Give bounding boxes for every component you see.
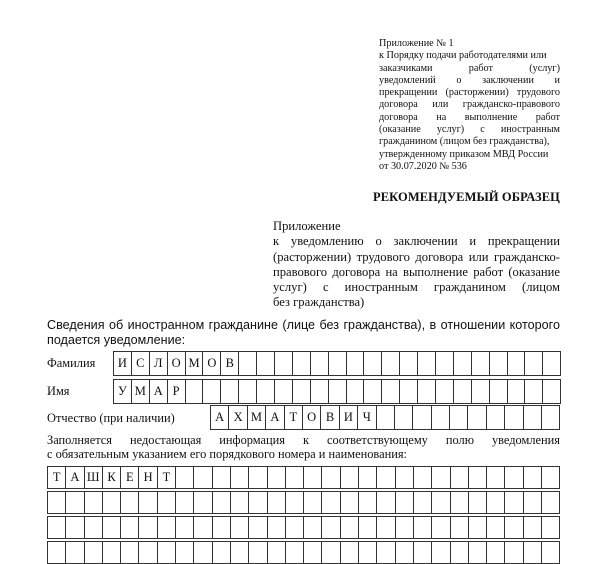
letter-cell[interactable] — [194, 467, 212, 489]
letter-cell[interactable]: Х — [229, 406, 247, 430]
letter-cell[interactable]: И — [114, 352, 132, 376]
letter-cell[interactable] — [341, 467, 359, 489]
letter-cell[interactable] — [359, 492, 377, 514]
letter-cell[interactable] — [186, 380, 204, 404]
letter-cell[interactable] — [213, 467, 231, 489]
letter-cell[interactable]: А — [66, 467, 84, 489]
letter-cell[interactable]: О — [303, 406, 321, 430]
letter-cell[interactable] — [176, 467, 194, 489]
letter-cell[interactable] — [400, 352, 418, 376]
letter-cell[interactable] — [505, 406, 523, 430]
appendix-note-line: от 30.07.2020 № 536 — [379, 160, 467, 172]
letter-cell[interactable] — [249, 467, 267, 489]
letter-cell[interactable] — [524, 542, 542, 564]
letter-cell[interactable] — [66, 492, 84, 514]
letter-cell[interactable] — [469, 467, 487, 489]
letter-cell[interactable] — [213, 517, 231, 539]
letter-cell[interactable] — [121, 492, 139, 514]
letter-cell[interactable] — [469, 492, 487, 514]
patronymic-label: Отчество (при наличии) — [47, 411, 175, 425]
letter-cell[interactable] — [275, 380, 293, 404]
letter-cell[interactable] — [293, 380, 311, 404]
letter-cell[interactable] — [432, 542, 450, 564]
letter-cell[interactable] — [432, 517, 450, 539]
letter-cell[interactable]: А — [266, 406, 284, 430]
letter-cell[interactable] — [304, 542, 322, 564]
letter-cell[interactable] — [139, 492, 157, 514]
letter-cell[interactable] — [400, 380, 418, 404]
letter-cell[interactable] — [382, 352, 400, 376]
letter-cell[interactable] — [487, 517, 505, 539]
letter-cell[interactable] — [451, 542, 469, 564]
letter-cell[interactable] — [304, 517, 322, 539]
letter-cell[interactable] — [239, 380, 257, 404]
letter-cell[interactable] — [505, 517, 523, 539]
letter-cell[interactable] — [396, 467, 414, 489]
letter-cell[interactable] — [194, 542, 212, 564]
letter-cell[interactable] — [543, 380, 561, 404]
letter-cell[interactable]: И — [340, 406, 358, 430]
letter-cell[interactable] — [382, 380, 400, 404]
letter-cell[interactable]: Ч — [358, 406, 376, 430]
letter-cell[interactable]: Р — [168, 380, 186, 404]
letter-cell[interactable] — [176, 492, 194, 514]
letter-cell[interactable] — [432, 492, 450, 514]
letter-cell[interactable]: О — [203, 352, 221, 376]
letter-cell[interactable] — [231, 467, 249, 489]
letter-cell[interactable] — [213, 542, 231, 564]
letter-cell[interactable] — [451, 467, 469, 489]
letter-cell[interactable] — [505, 492, 523, 514]
letter-cell[interactable] — [377, 492, 395, 514]
fill-note-line: Заполняется недостающая информация к соответствующему полю уведомления — [47, 433, 560, 447]
letter-cell[interactable] — [524, 406, 542, 430]
letter-cell[interactable]: С — [132, 352, 150, 376]
letter-cell[interactable] — [293, 352, 311, 376]
letter-cell[interactable] — [524, 517, 542, 539]
letter-cell[interactable] — [286, 467, 304, 489]
letter-cell[interactable] — [451, 492, 469, 514]
letter-cell[interactable] — [257, 352, 275, 376]
letter-cell[interactable] — [508, 352, 526, 376]
letter-cell[interactable] — [103, 542, 121, 564]
letter-cell[interactable]: Т — [285, 406, 303, 430]
letter-cell[interactable] — [432, 406, 450, 430]
appendix-note-line: гражданином (лицом без гражданства), — [379, 136, 550, 148]
letter-cell[interactable] — [322, 542, 340, 564]
letter-cell[interactable] — [304, 467, 322, 489]
letter-cell[interactable]: В — [221, 352, 239, 376]
letter-cell[interactable]: Е — [121, 467, 139, 489]
letter-cell[interactable] — [268, 517, 286, 539]
letter-cell[interactable]: Т — [48, 467, 66, 489]
letter-cell[interactable] — [121, 542, 139, 564]
appendix-note-line: договора на выполнение работ — [379, 111, 560, 123]
patronymic-field[interactable] — [210, 405, 560, 430]
letter-cell[interactable] — [194, 492, 212, 514]
appendix-note-line: (оказание услуг) с иностранным — [379, 124, 560, 136]
letter-cell[interactable] — [436, 352, 454, 376]
letter-cell[interactable] — [286, 492, 304, 514]
letter-cell[interactable]: М — [186, 352, 204, 376]
letter-cell[interactable] — [418, 380, 436, 404]
letter-cell[interactable] — [396, 492, 414, 514]
letter-cell[interactable] — [454, 352, 472, 376]
letter-cell[interactable] — [268, 492, 286, 514]
letter-cell[interactable] — [472, 380, 490, 404]
letter-cell[interactable] — [158, 542, 176, 564]
letter-cell[interactable] — [377, 542, 395, 564]
letter-cell[interactable] — [231, 517, 249, 539]
extra-info-row[interactable] — [47, 491, 560, 514]
letter-cell[interactable] — [487, 492, 505, 514]
letter-cell[interactable] — [525, 352, 543, 376]
letter-cell[interactable] — [487, 542, 505, 564]
letter-cell[interactable] — [85, 517, 103, 539]
letter-cell[interactable] — [139, 517, 157, 539]
letter-cell[interactable] — [414, 542, 432, 564]
letter-cell[interactable] — [239, 352, 257, 376]
letter-cell[interactable] — [322, 517, 340, 539]
letter-cell[interactable] — [451, 517, 469, 539]
letter-cell[interactable] — [311, 380, 329, 404]
letter-cell[interactable] — [377, 467, 395, 489]
letter-cell[interactable] — [322, 492, 340, 514]
letter-cell[interactable]: В — [321, 406, 339, 430]
letter-cell[interactable] — [347, 352, 365, 376]
intro-text — [47, 318, 560, 347]
letter-cell[interactable] — [359, 542, 377, 564]
letter-cell[interactable] — [542, 542, 560, 564]
letter-cell[interactable] — [85, 492, 103, 514]
letter-cell[interactable] — [505, 467, 523, 489]
letter-cell[interactable] — [436, 380, 454, 404]
letter-cell[interactable] — [542, 492, 560, 514]
letter-cell[interactable] — [231, 542, 249, 564]
letter-cell[interactable]: А — [150, 380, 168, 404]
letter-cell[interactable] — [304, 492, 322, 514]
letter-cell[interactable] — [139, 542, 157, 564]
letter-cell[interactable] — [268, 467, 286, 489]
letter-cell[interactable] — [103, 492, 121, 514]
letter-cell[interactable] — [322, 467, 340, 489]
letter-cell[interactable] — [490, 352, 508, 376]
letter-cell[interactable] — [469, 517, 487, 539]
letter-cell[interactable]: А — [211, 406, 229, 430]
letter-cell[interactable] — [418, 352, 436, 376]
letter-cell[interactable] — [364, 380, 382, 404]
letter-cell[interactable]: Т — [158, 467, 176, 489]
letter-cell[interactable]: М — [248, 406, 266, 430]
letter-cell[interactable] — [176, 517, 194, 539]
appendix-note-line: заказчиками работ (услуг) — [379, 62, 560, 74]
appendix-note-line: утвержденному приказом МВД России — [379, 148, 549, 160]
appendix-note-line: к Порядку подачи работодателями или — [379, 50, 547, 62]
sample-heading: РЕКОМЕНДУЕМЫЙ ОБРАЗЕЦ — [373, 190, 560, 204]
form-appendix-caption — [273, 219, 560, 311]
letter-cell[interactable] — [487, 467, 505, 489]
letter-cell[interactable] — [249, 517, 267, 539]
letter-cell[interactable] — [286, 542, 304, 564]
letter-cell[interactable] — [121, 517, 139, 539]
letter-cell[interactable] — [450, 406, 468, 430]
form-appendix-line: без гражданства) — [273, 295, 365, 310]
letter-cell[interactable] — [414, 467, 432, 489]
surname-label: Фамилия — [47, 356, 96, 370]
letter-cell[interactable] — [395, 406, 413, 430]
letter-cell[interactable] — [249, 492, 267, 514]
letter-cell[interactable] — [508, 380, 526, 404]
letter-cell[interactable] — [454, 380, 472, 404]
intro-line: Сведения об иностранном гражданине (лице без гражданства), в отношении которого — [47, 318, 560, 332]
fill-note — [47, 433, 560, 462]
fill-note-line: с обязательным указанием его порядкового номера и наименования: — [47, 447, 407, 462]
letter-cell[interactable] — [542, 406, 560, 430]
letter-cell[interactable] — [359, 467, 377, 489]
letter-cell[interactable] — [257, 380, 275, 404]
appendix-note-line: договора или гражданско-правового — [379, 99, 560, 111]
letter-cell[interactable]: О — [168, 352, 186, 376]
letter-cell[interactable] — [525, 380, 543, 404]
letter-cell[interactable] — [311, 352, 329, 376]
letter-cell[interactable] — [213, 492, 231, 514]
letter-cell[interactable]: У — [114, 380, 132, 404]
letter-cell[interactable] — [377, 406, 395, 430]
letter-cell[interactable] — [542, 467, 560, 489]
letter-cell[interactable] — [66, 517, 84, 539]
appendix-note-line: уведомлений о заключении и — [379, 74, 560, 86]
letter-cell[interactable] — [158, 492, 176, 514]
form-appendix-line: правового договора на выполнение работ (оказание — [273, 264, 560, 279]
letter-cell[interactable]: Ш — [85, 467, 103, 489]
letter-cell[interactable] — [249, 542, 267, 564]
letter-cell[interactable] — [543, 352, 561, 376]
surname-field[interactable] — [113, 351, 561, 376]
letter-cell[interactable] — [48, 517, 66, 539]
letter-cell[interactable] — [396, 517, 414, 539]
letter-cell[interactable]: Н — [139, 467, 157, 489]
letter-cell[interactable] — [472, 352, 490, 376]
letter-cell[interactable] — [48, 542, 66, 564]
appendix-note — [379, 38, 560, 173]
letter-cell[interactable] — [359, 517, 377, 539]
letter-cell[interactable] — [542, 517, 560, 539]
letter-cell[interactable] — [158, 517, 176, 539]
letter-cell[interactable] — [341, 542, 359, 564]
letter-cell[interactable] — [329, 380, 347, 404]
letter-cell[interactable] — [414, 492, 432, 514]
letter-cell[interactable] — [341, 492, 359, 514]
letter-cell[interactable]: Л — [150, 352, 168, 376]
name-label: Имя — [47, 384, 70, 398]
letter-cell[interactable] — [413, 406, 431, 430]
letter-cell[interactable] — [364, 352, 382, 376]
letter-cell[interactable]: М — [132, 380, 150, 404]
form-appendix-line: (расторжении) трудового договора или гражданско- — [273, 249, 560, 264]
letter-cell[interactable] — [490, 380, 508, 404]
appendix-note-line: Приложение № 1 — [379, 38, 454, 49]
extra-info-row[interactable] — [47, 466, 560, 489]
form-appendix-line: услуг) с иностранным гражданином (лицом — [273, 280, 560, 295]
letter-cell[interactable] — [377, 517, 395, 539]
letter-cell[interactable] — [48, 492, 66, 514]
letter-cell[interactable] — [194, 517, 212, 539]
letter-cell[interactable] — [487, 406, 505, 430]
letter-cell[interactable] — [275, 352, 293, 376]
form-appendix-line: к уведомлению о заключении и прекращении — [273, 234, 560, 249]
intro-line: подается уведомление: — [47, 332, 186, 347]
letter-cell[interactable] — [221, 380, 239, 404]
letter-cell[interactable]: К — [103, 467, 121, 489]
letter-cell[interactable] — [66, 542, 84, 564]
appendix-note-line: прекращении (расторжении) трудового — [379, 87, 560, 99]
letter-cell[interactable] — [347, 380, 365, 404]
extra-info-row[interactable] — [47, 541, 560, 564]
letter-cell[interactable] — [329, 352, 347, 376]
extra-info-row[interactable] — [47, 516, 560, 539]
name-field[interactable] — [113, 379, 561, 404]
form-appendix-line: Приложение — [273, 219, 341, 233]
letter-cell[interactable] — [268, 542, 286, 564]
letter-cell[interactable] — [468, 406, 486, 430]
letter-cell[interactable] — [505, 542, 523, 564]
letter-cell[interactable] — [469, 542, 487, 564]
letter-cell[interactable] — [103, 517, 121, 539]
letter-cell[interactable] — [341, 517, 359, 539]
letter-cell[interactable] — [524, 467, 542, 489]
letter-cell[interactable] — [414, 517, 432, 539]
letter-cell[interactable] — [203, 380, 221, 404]
letter-cell[interactable] — [286, 517, 304, 539]
letter-cell[interactable] — [432, 467, 450, 489]
letter-cell[interactable] — [85, 542, 103, 564]
letter-cell[interactable] — [176, 542, 194, 564]
letter-cell[interactable] — [231, 492, 249, 514]
letter-cell[interactable] — [524, 492, 542, 514]
letter-cell[interactable] — [396, 542, 414, 564]
